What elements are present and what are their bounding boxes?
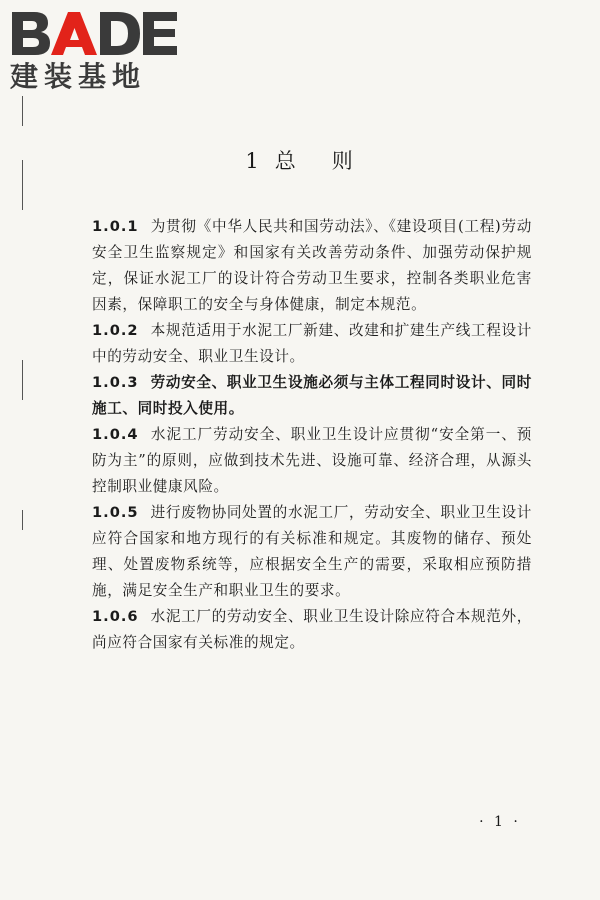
- clause-number: 1.0.6: [92, 608, 139, 625]
- clause-1-0-4: [92, 422, 532, 500]
- clause-text: 本规范适用于水泥工厂新建、改建和扩建生产线工程设计中的劳动安全、职业卫生设计。: [92, 322, 532, 365]
- clause-1-0-1: [92, 214, 532, 318]
- scan-mark: [22, 360, 23, 400]
- clause-1-0-2: [92, 318, 532, 370]
- clause-number: 1.0.3: [92, 374, 139, 391]
- clause-1-0-6: [92, 604, 532, 656]
- logo-brand-text: [10, 96, 11, 97]
- clause-list: [92, 214, 532, 656]
- clause-text: 进行废物协同处置的水泥工厂，劳动安全、职业卫生设计应符合国家和地方现行的有关标准和规定。其废物的储存、预处理、处置废物系统等，应根据安全生产的需要，采取相应预防措施，满足安全生产和职业卫生的要求。: [92, 504, 532, 599]
- page-number: · 1 ·: [479, 814, 521, 830]
- clause-number: 1.0.2: [92, 322, 139, 339]
- chapter-title: [0, 145, 600, 175]
- scan-mark: [22, 510, 23, 530]
- clause-text: 为贯彻《中华人民共和国劳动法》、《建设项目(工程)劳动安全卫生监察规定》和国家有关改善劳动条件、加强劳动保护规定，保证水泥工厂的设计符合劳动卫生要求，控制各类职业危害因素，保障职工的安全与身体健康，制定本规范。: [92, 218, 532, 313]
- clause-text: 水泥工厂劳动安全、职业卫生设计应贯彻“安全第一、预防为主”的原则，应做到技术先进、设施可靠、经济合理，从源头控制职业健康风险。: [92, 426, 532, 495]
- chapter-number: 1: [245, 149, 261, 173]
- scan-mark: [22, 96, 23, 126]
- clause-number: 1.0.5: [92, 504, 139, 521]
- chapter-title-part1: 总: [274, 149, 298, 173]
- clause-text: 水泥工厂的劳动安全、职业卫生设计除应符合本规范外，尚应符合国家有关标准的规定。: [92, 608, 532, 651]
- clause-1-0-5: [92, 500, 532, 604]
- clause-number: 1.0.1: [92, 218, 139, 235]
- bade-logo: [10, 6, 180, 96]
- logo-subtitle: 建装基地: [10, 60, 147, 93]
- clause-1-0-3: [92, 370, 532, 422]
- clause-number: 1.0.4: [92, 426, 139, 443]
- chapter-title-part2: 则: [331, 149, 355, 173]
- clause-text: 劳动安全、职业卫生设施必须与主体工程同时设计、同时施工、同时投入使用。: [92, 374, 532, 417]
